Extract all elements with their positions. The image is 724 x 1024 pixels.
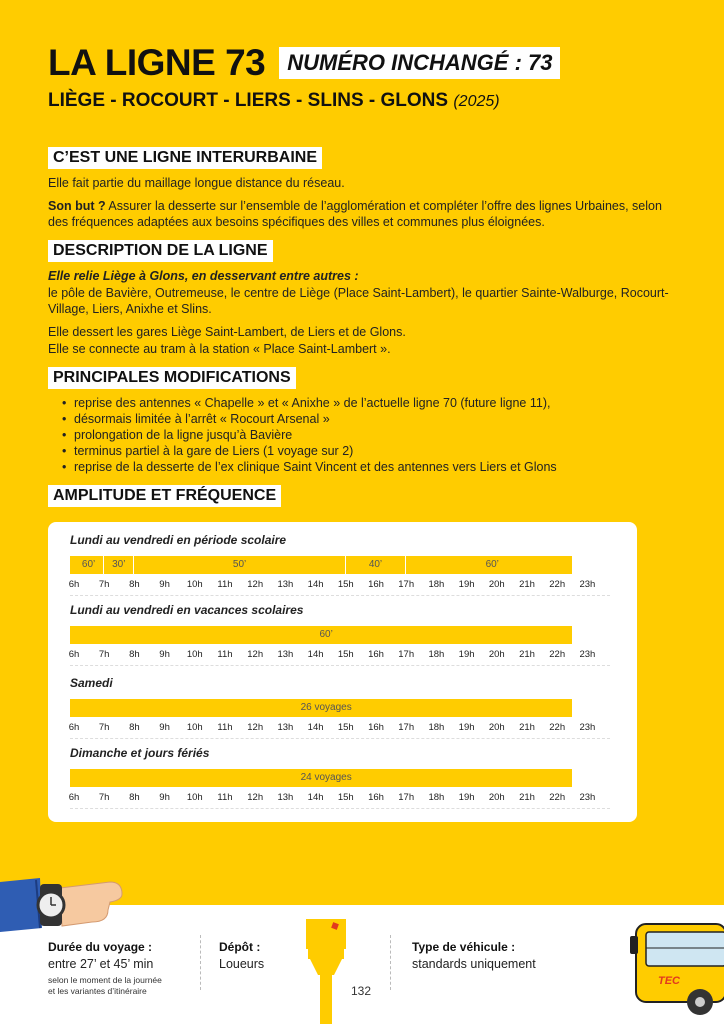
- brush-head: [306, 919, 346, 949]
- list-item-continuation: • désormais limitée à l’arrêt « Rocourt Arsenal »: [62, 411, 662, 427]
- hour-tick-label: 10h: [186, 649, 203, 660]
- page-number: 132: [351, 984, 372, 998]
- hour-tick-label: 15h: [337, 722, 354, 733]
- description-text3: Elle se connecte au tram à la station « Place Saint-Lambert ».: [48, 342, 391, 356]
- hour-tick-label: 21h: [519, 792, 535, 803]
- hour-tick-label: 18h: [428, 722, 445, 733]
- section-heading-modifications: PRINCIPALES MODIFICATIONS: [48, 367, 296, 389]
- duration-label: Durée du voyage :: [48, 940, 153, 954]
- frequency-segment: 60’: [74, 556, 104, 574]
- route-subtitle: [48, 90, 500, 112]
- schedule-title: Lundi au vendredi en période scolaire: [70, 533, 287, 547]
- hour-tick-label: 16h: [368, 722, 384, 733]
- hour-tick-label: 17h: [398, 792, 415, 803]
- hour-tick-label: 19h: [458, 722, 475, 733]
- hour-tick-label: 22h: [549, 792, 566, 803]
- hour-tick-label: 12h: [247, 722, 264, 733]
- hour-tick-label: 6h: [68, 722, 80, 733]
- section1-goal: [48, 198, 678, 230]
- hour-tick-label: 13h: [277, 649, 294, 660]
- hour-tick-label: 6h: [68, 792, 80, 803]
- schedule-separator: [70, 808, 610, 809]
- section-heading-amplitude: AMPLITUDE ET FRÉQUENCE: [48, 485, 281, 507]
- description-text2: Elle dessert les gares Liège Saint-Lambert, de Liers et de Glons.: [48, 325, 406, 339]
- hour-tick-label: 23h: [579, 722, 596, 733]
- hour-tick-label: 17h: [398, 649, 415, 660]
- hour-tick-label: 6h: [68, 649, 80, 660]
- hour-tick-label: 12h: [247, 579, 264, 590]
- hour-tick-label: 11h: [217, 792, 233, 803]
- route-year: (2025): [453, 93, 500, 110]
- frequency-segment: 40’: [346, 556, 406, 574]
- duration-note-2: et les variantes d’itinéraire: [48, 986, 147, 996]
- hour-axis: [0, 649, 596, 663]
- hour-tick-label: 22h: [549, 722, 566, 733]
- hour-tick-label: 6h: [68, 579, 80, 590]
- divider: [390, 935, 391, 990]
- hour-tick-label: 11h: [217, 722, 233, 733]
- brush-handle: [320, 975, 332, 1024]
- arm-watch-illustration: [0, 870, 130, 940]
- list-item: • reprise de la desserte de l’ex clinique Saint Vincent et des antennes vers Liers et Glons: [62, 459, 662, 475]
- list-item: • terminus partiel à la gare de Liers (1 voyage sur 2): [62, 443, 662, 459]
- hour-tick-label: 16h: [368, 792, 384, 803]
- description-text1: le pôle de Bavière, Outremeuse, le centre de Liège (Place Saint-Lambert), le quartier Sainte-Walburge, Rocourt-Village, Liers, Anixhe et Slins.: [48, 286, 669, 316]
- hour-tick-label: 13h: [277, 722, 294, 733]
- hour-tick-label: 10h: [186, 792, 203, 803]
- page-title: LA LIGNE 73: [48, 42, 266, 83]
- hour-tick-label: 13h: [277, 792, 294, 803]
- hour-tick-label: 9h: [159, 792, 170, 803]
- goal-text: Assurer la desserte sur l’ensemble de l’agglomération et compléter l’offre des lignes Urbaines, selon des fréquences adaptées aux besoins spécifiques des villes et communes plus éloignées.: [48, 199, 662, 229]
- hour-tick-label: 22h: [549, 649, 566, 660]
- hour-tick-label: 7h: [98, 722, 110, 733]
- list-item: • prolongation de la ligne jusqu’à Bavière: [62, 427, 662, 443]
- hour-tick-label: 17h: [398, 722, 415, 733]
- hour-axis: [0, 792, 596, 806]
- schedule-bar: [70, 626, 572, 644]
- duration-value: entre 27’ et 45’ min: [48, 957, 154, 971]
- frequency-segment: 60’: [485, 559, 499, 570]
- hour-tick-label: 16h: [368, 579, 384, 590]
- hour-tick-label: 21h: [519, 722, 535, 733]
- hour-tick-label: 20h: [488, 649, 505, 660]
- hour-axis: [0, 722, 596, 736]
- hour-tick-label: 14h: [307, 579, 324, 590]
- hour-tick-label: 7h: [98, 579, 110, 590]
- schedule-separator: [70, 665, 610, 666]
- hour-tick-label: 12h: [247, 649, 264, 660]
- description-intro: Elle relie Liège à Glons, en desservant entre autres :: [48, 269, 359, 283]
- schedule-title: Dimanche et jours fériés: [70, 746, 210, 760]
- depot-label: Dépôt :: [219, 940, 261, 954]
- modifications-list: [62, 395, 662, 475]
- section1-text: Elle fait partie du maillage longue distance du réseau.: [48, 176, 345, 190]
- hour-tick-label: 15h: [337, 649, 354, 660]
- section-heading-description: DESCRIPTION DE LA LIGNE: [48, 240, 273, 262]
- hour-tick-label: 14h: [307, 649, 324, 660]
- bus-mirror: [630, 936, 638, 954]
- hour-tick-label: 23h: [579, 649, 596, 660]
- bus-brand-text: TEC: [658, 975, 680, 987]
- hour-tick-label: 18h: [428, 792, 445, 803]
- schedule-bar: [70, 556, 572, 574]
- route-text: LIÈGE - ROCOURT - LIERS - SLINS - GLONS: [48, 90, 449, 111]
- hour-tick-label: 9h: [159, 722, 170, 733]
- frequency-segment: 24 voyages: [300, 772, 352, 783]
- hour-tick-label: 11h: [217, 649, 233, 660]
- duration-note-1: selon le moment de la journée: [48, 975, 162, 985]
- hour-tick-label: 9h: [159, 579, 170, 590]
- frequency-segment: 50’: [134, 556, 345, 574]
- hour-tick-label: 21h: [519, 579, 535, 590]
- frequency-segment: 26 voyages: [300, 702, 352, 713]
- hour-tick-label: 8h: [129, 792, 140, 803]
- vehicle-value: standards uniquement: [412, 957, 536, 971]
- hour-tick-label: 23h: [579, 792, 596, 803]
- schedule-title: Samedi: [70, 676, 113, 690]
- vehicle-label: Type de véhicule :: [412, 940, 516, 954]
- hour-tick-label: 10h: [186, 579, 203, 590]
- paintbrush-icon: [300, 915, 350, 1024]
- hour-tick-label: 17h: [398, 579, 415, 590]
- hour-tick-label: 23h: [579, 579, 596, 590]
- hour-tick-label: 14h: [307, 722, 324, 733]
- hour-tick-label: 20h: [488, 722, 505, 733]
- hour-tick-label: 15h: [337, 579, 354, 590]
- line-number-badge: NUMÉRO INCHANGÉ : 73: [279, 47, 560, 79]
- schedule-separator: [70, 738, 610, 739]
- hour-tick-label: 20h: [488, 792, 505, 803]
- hour-tick-label: 20h: [488, 579, 505, 590]
- hour-tick-label: 21h: [519, 649, 535, 660]
- hour-tick-label: 7h: [98, 792, 110, 803]
- hour-tick-label: 18h: [428, 579, 445, 590]
- hour-tick-label: 8h: [129, 722, 140, 733]
- hour-tick-label: 18h: [428, 649, 445, 660]
- bus-window: [646, 932, 724, 966]
- hour-tick-label: 19h: [458, 649, 475, 660]
- depot-value: Loueurs: [219, 957, 265, 971]
- schedule-bar: [70, 699, 572, 717]
- goal-label: Son but ?: [48, 199, 106, 213]
- list-item: • reprise des antennes « Chapelle » et « Anixhe » de l’actuelle ligne 70 (future ligne 11),: [62, 395, 662, 411]
- bus-icon: [628, 918, 724, 1018]
- hour-tick-label: 14h: [307, 792, 324, 803]
- schedule-title: Lundi au vendredi en vacances scolaires: [70, 603, 304, 617]
- hour-tick-label: 9h: [159, 649, 170, 660]
- frequency-segment: 60’: [319, 629, 333, 640]
- frequency-segment: 30’: [104, 556, 134, 574]
- hour-axis: [0, 579, 596, 593]
- hand-shape: [60, 882, 122, 926]
- hour-tick-label: 16h: [368, 649, 384, 660]
- title-row: [48, 42, 560, 84]
- hour-tick-label: 19h: [458, 579, 475, 590]
- schedule-bar: [70, 769, 572, 787]
- schedule-separator: [70, 595, 610, 596]
- section-heading-interurban: C’EST UNE LIGNE INTERURBAINE: [48, 147, 322, 169]
- hour-tick-label: 10h: [186, 722, 203, 733]
- hour-tick-label: 11h: [217, 579, 233, 590]
- hour-tick-label: 12h: [247, 792, 264, 803]
- hour-tick-label: 13h: [277, 579, 294, 590]
- hour-tick-label: 15h: [337, 792, 354, 803]
- hour-tick-label: 8h: [129, 649, 140, 660]
- divider: [200, 935, 201, 990]
- hour-tick-label: 22h: [549, 579, 566, 590]
- hour-tick-label: 19h: [458, 792, 475, 803]
- hour-tick-label: 8h: [129, 579, 140, 590]
- hour-tick-label: 7h: [98, 649, 110, 660]
